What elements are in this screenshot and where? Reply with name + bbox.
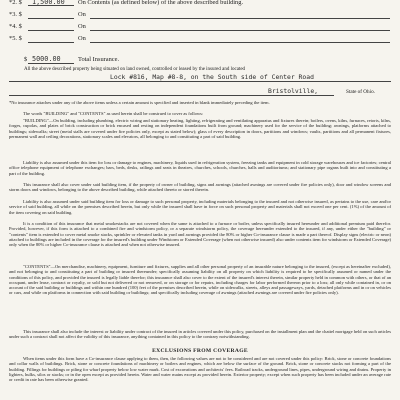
- row-number: *2. $: [9, 0, 22, 6]
- amount-underline: [28, 42, 74, 43]
- total-label: Total Insurance.: [78, 56, 120, 63]
- total-dollar-sign: $: [24, 56, 28, 63]
- typed-address: Lock #816, Map #8-8, on the South side of Center Road: [110, 73, 314, 81]
- location-intro: All the above described property being situated on land owned, controlled or leased by the insured and located: [24, 67, 246, 72]
- amount-underline: [28, 30, 74, 31]
- paragraph-smokestacks: It is a condition of this insurance that metal smokestacks are not covered when the same is attached to a furnace or boiler, unless specifically insured hereunder and additional premium paid therefor. Provided, however, if this form is attached to a combined fire and windstorm policy, or a separate windstorm policy, the coverage hereunder extended to the insured, if any, under either the "building" or "contents" item is extended to cover metal smoke stacks, sprinkler or elevated tanks in yard and awnings provided the 80% or higher Co-insurance clause is made a part thereof. Display signs (electric or neon) attached to buildings are included in the coverage for the insured's building under Windstorm or Extended Coverage (when not otherwise insured) also under contents item for windstorm or Extended Coverage) only when the 80% or higher Co-insurance clause is attached and when not otherwise insured.: [9, 221, 391, 247]
- description-underline: [90, 42, 390, 43]
- exclusions-text: When items under this form have a Co-insurance clause applying to them, then, the following values are not to be considered and are not covered under this policy: Brick, stone or concrete foundations and collar walls of buildings. Brick, stone or concrete foundations of machinery or boilers and engines, which are below the surface of the ground. Brick, stone or concrete stacks not forming a part of the building. Fillings for buildings or piling for wharf property below low water mark. Cost of excavations and architects' fees. Railroad tracks, underground lines, pipes, underground wiring and drains. Property in lighters, hulks, silos or stacks; or in the open except as provided herein. Water and water mains except as provided herein. Exterior property; except when such property has been included under an average rate or credit in rate has been otherwise granted.: [9, 356, 391, 382]
- paragraph-definitions: The words "BUILDING" and "CONTENTS" as used herein shall be construed to cover as follows:: [23, 111, 204, 116]
- description-underline: [90, 30, 390, 31]
- description-underline: [90, 18, 390, 19]
- row-text: On: [78, 11, 86, 18]
- amount-underline: [28, 18, 74, 19]
- row-text: On Contents (as defined below) of the above described building.: [78, 0, 244, 6]
- paragraph-contents: "CONTENTS"—On merchandise, machinery, equipment, furniture and fixtures, supplies and all other personal property of an insurable nature belonging to the insured, (except as hereinafter excluded), and not belonging to and constituting a part of building or insured thereunder; specifically assuming liability on all property on which liability is required to be specifically assumed or named under the conditions of this policy, and provided the insured is legally liable therefor; this insurance shall also cover to the extent of the insured's interest therein, similar property held in common with others, or that of an occupant, under lease, contract or royalty, or sold but not delivered or not removed, or on storage or for repairs, including charges for labor performed thereon prior to a loss; all only while contained in, or on account of the said building or buildings and within one hundred (100) feet of the premises described herein, while on sidewalks, streets, alleys and passageways, yards, detached platforms and in or on vehicles or cars, and while on platforms in connection with said building or buildings; and specifically including coverage of awnings (attached awnings are covered under fire policies only).: [9, 264, 391, 296]
- paragraph-installment: This insurance shall also include the interest or liability under contract of the insured in articles covered under this policy, purchased on the installment plan and the chattel mortgage held on such articles under such a contract shall not affect the validity of this insurance, anything contained in this policy to the contrary notwithstanding.: [9, 329, 391, 340]
- row-amount: 1,500.00: [32, 0, 65, 6]
- row-number: *4. $: [9, 23, 22, 30]
- total-amount: 5000.00: [32, 55, 61, 63]
- row-number: *3. $: [9, 11, 22, 18]
- address-underline: [9, 81, 391, 82]
- state-label: State of Ohio.: [346, 89, 375, 95]
- coverage-row-5: [0, 34, 400, 43]
- exclusions-heading: EXCLUSIONS FROM COVERAGE: [152, 348, 248, 354]
- paragraph-signs-awnings: This insurance shall also cover under said building item, if the property of owner of building, signs and awnings (attached awnings are covered under fire policies only), door and window screens and storm doors and windows, belonging to the above described building, while attached thereto or stored therein.: [9, 182, 391, 193]
- amount-underline: [28, 63, 74, 64]
- row-text: On: [78, 35, 86, 42]
- paragraph-no-insurance: *No insurance attaches under any of the above items unless a certain amount is specified and inserted in blank immediately preceding the item.: [9, 100, 270, 105]
- coverage-row-4: [0, 22, 400, 31]
- paragraph-liability-machinery: Liability is also assumed under this item for loss or damage to engines, machinery, liquids used in refrigeration system, freezing tanks and equipment in cold storage warehouses and ice factories; central office telephone equipment of telephone exchanges; bars, beds, desks, railings and seats in theatres, churches, schools, churches, halls and auditoriums; and stationary pipe organs built into and constituting a part of the building.: [9, 160, 391, 176]
- paragraph-building: "BUILDING"—On building, including plumbing, electric wiring and stationary heating, lighting, refrigerating and ventilating apparatus and fixtures therein; boilers, ovens, kilns, furnaces, retorts, kilns, forges, cupolas, and plates of brick construction or brick encased and resting on independent foundations built from ground; machinery used for the service of the building; awnings, platforms attached to buildings; sidewalks; street (metal stalls are covered under fire policies only, except as stated below); glass of every description in doors, partitions and windows; vaults, partitions and all permanent fixtures, permanent wall and ceiling decorations, stationary scales and elevators, all belonging to and constituting a part of said building.: [9, 118, 391, 139]
- total-row: [0, 55, 400, 64]
- city-underline: [9, 95, 334, 96]
- row-text: On: [78, 23, 86, 30]
- row-number: *5. $: [9, 35, 22, 42]
- coverage-row-2: [0, 0, 400, 7]
- typed-city: Bristolville,: [268, 87, 319, 95]
- coverage-row-3: [0, 10, 400, 19]
- amount-underline: [28, 5, 74, 6]
- paragraph-personal-property: Liability is also assumed under said building item for loss or damage to such personal property, including materials belonging to the insured and not otherwise insured, as pertains to the use, care and/or service of said building, all while on the premises described herein, but only while the insured shall have in force on such personal property and materials shall not exceed one per cent. (1%) of the amount of the item covering on said building.: [9, 199, 391, 215]
